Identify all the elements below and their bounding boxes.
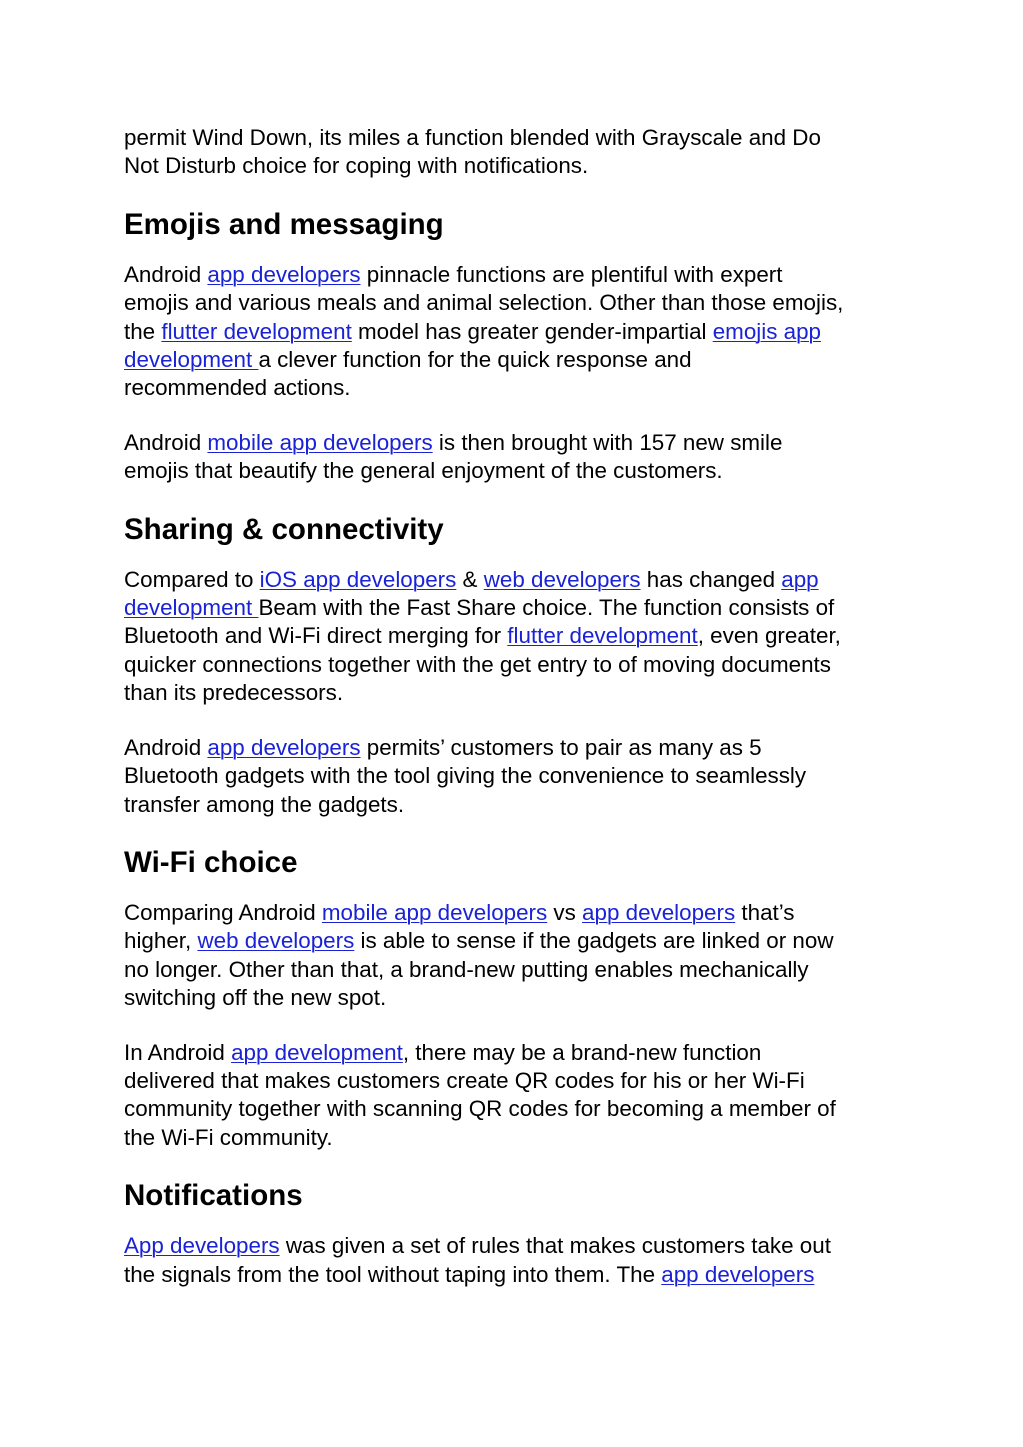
text-line: emojis and various meals and animal selection. Other than those emojis, — [124, 290, 844, 316]
link-web-developers[interactable]: web developers — [197, 928, 355, 954]
link-mobile-app-developers[interactable]: mobile app developers — [321, 899, 548, 925]
wifi-paragraph-1 — [124, 899, 914, 1013]
text-run: model has greater gender-impartial — [351, 318, 713, 344]
link-emojis-app[interactable]: emojis app — [712, 318, 821, 344]
text-run: Comparing Android — [124, 899, 322, 925]
text-run: is then brought with 157 new smile — [432, 429, 783, 455]
heading-notifications: Notifications — [124, 1179, 303, 1213]
link-ios-app-developers[interactable]: iOS app developers — [259, 566, 457, 592]
link-app-developers[interactable]: app developers — [207, 734, 361, 760]
sharing-paragraph-2 — [124, 734, 914, 819]
wifi-paragraph-2 — [124, 1039, 914, 1153]
link-app-development[interactable]: app development — [231, 1039, 403, 1065]
text-line: emojis that beautify the general enjoyment of the customers. — [124, 458, 723, 484]
text-run: permits’ customers to pair as many as 5 — [360, 734, 762, 760]
text-run: , there may be a brand-new function — [402, 1039, 762, 1065]
intro-line-1: permit Wind Down, its miles a function blended with Grayscale and Do — [124, 125, 821, 150]
link-app-developers[interactable]: App developers — [124, 1233, 280, 1259]
link-app-developers[interactable]: app developers — [582, 899, 736, 925]
link-app[interactable]: app — [781, 566, 819, 592]
intro-line-2: Not Disturb choice for coping with notifications. — [124, 153, 589, 179]
text-run: & — [456, 566, 484, 592]
text-line: switching off the new spot. — [124, 985, 387, 1011]
text-run: a clever function for the quick response and — [258, 347, 692, 373]
link-flutter-development[interactable]: flutter development — [507, 623, 698, 649]
text-line: than its predecessors. — [124, 680, 344, 706]
heading-wifi: Wi-Fi choice — [124, 845, 298, 879]
link-flutter-development[interactable]: flutter development — [161, 318, 352, 344]
text-line: no longer. Other than that, a brand-new putting enables mechanically — [124, 956, 809, 982]
text-line: transfer among the gadgets. — [124, 791, 405, 817]
link-mobile-app-developers[interactable]: mobile app developers — [207, 429, 433, 455]
text-line: delivered that makes customers create QR codes for his or her Wi-Fi — [124, 1067, 805, 1093]
text-run: is able to sense if the gadgets are linked or now — [354, 928, 834, 954]
link-app-developers[interactable]: app developers — [207, 261, 361, 287]
emojis-paragraph-1 — [124, 261, 914, 403]
text-run: has changed — [640, 566, 782, 592]
text-run: that’s — [735, 899, 795, 925]
heading-sharing: Sharing & connectivity — [124, 512, 444, 546]
text-run: Android — [124, 261, 208, 287]
text-line: recommended actions. — [124, 375, 351, 401]
notifications-paragraph-1 — [124, 1232, 914, 1289]
link-development[interactable]: development — [124, 347, 259, 373]
text-run: Android — [124, 734, 208, 760]
emojis-paragraph-2 — [124, 429, 914, 486]
text-line: the Wi-Fi community. — [124, 1124, 333, 1150]
text-run: vs — [547, 899, 583, 925]
text-run: the — [124, 318, 162, 344]
text-run: , even greater, — [697, 623, 841, 649]
text-line: quicker connections together with the get entry to of moving documents — [124, 651, 831, 677]
text-run: pinnacle functions are plentiful with expert — [360, 261, 783, 287]
heading-emojis: Emojis and messaging — [124, 207, 444, 241]
text-run: Android — [124, 429, 208, 455]
text-line: community together with scanning QR codes for becoming a member of — [124, 1096, 836, 1122]
text-run: Compared to — [124, 566, 260, 592]
intro-paragraph — [124, 124, 914, 181]
link-app-developers[interactable]: app developers — [661, 1261, 815, 1287]
link-web-developers[interactable]: web developers — [483, 566, 641, 592]
text-run: Beam with the Fast Share choice. The function consists of — [258, 595, 835, 621]
text-run: Bluetooth and Wi-Fi direct merging for — [124, 623, 508, 649]
text-run: higher, — [124, 928, 198, 954]
document-page — [124, 124, 914, 1289]
sharing-paragraph-1 — [124, 566, 914, 708]
text-run: In Android — [124, 1039, 232, 1065]
text-run: the signals from the tool without taping into them. The — [124, 1261, 662, 1287]
text-line: Bluetooth gadgets with the tool giving the convenience to seamlessly — [124, 763, 807, 789]
link-development[interactable]: development — [124, 595, 259, 621]
text-run: was given a set of rules that makes customers take out — [279, 1233, 831, 1259]
